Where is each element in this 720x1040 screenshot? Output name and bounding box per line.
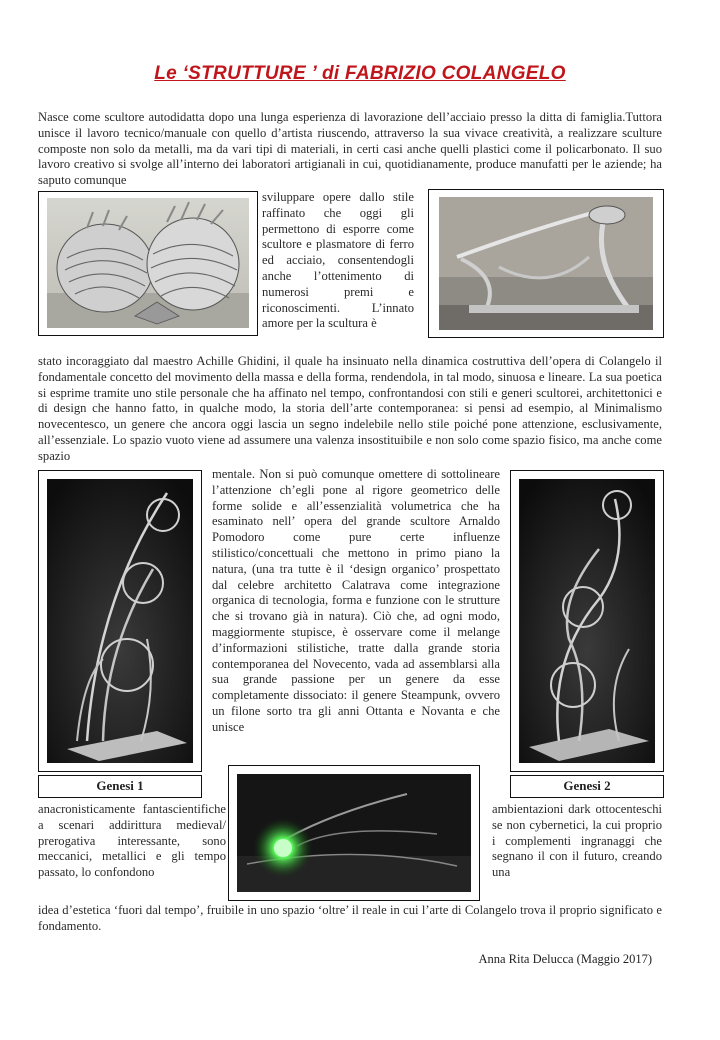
closing-paragraph: idea d’estetica ‘fuori dal tempo’, fruibile in uno spazio ‘oltre’ il reale in cui l’arte di Colangelo trova il proprio significato e fondamento. bbox=[38, 903, 662, 933]
bottom-right-text: ambientazioni dark ottocenteschi se non cybernetici, la cui proprio i complementi ingranaggi che segnano il con il futuro, creando una bbox=[492, 802, 662, 880]
photo-frame-bottom-center bbox=[228, 765, 480, 901]
bottom-left-text: anacronisticamente fantascientifiche a scenari addirittura medieval/ prerogativa interessante, sono meccanici, metallici e gli tempo passato, lo confondono bbox=[38, 802, 226, 880]
main-paragraph: stato incoraggiato dal maestro Achille Ghidini, il quale ha insinuato nella dinamica costruttiva dell’opera di Colangelo il fondamentale concetto del movimento della massa e della forma, rendendola, in tal modo, sinuosa e lineare. La sua poetica si esprime tramite uno stile personale che ha affinato nel tempo, confrontandosi con stili e generi scultorei, architettonici e di design che hanno fatto, in qualche modo, la storia dell’arte contemporanea: si pensi ad esempio, al Minimalismo novecentesco, un genere che ancora oggi lascia un segno indelebile nello stile poiché pone attenzione, esclusivamente, all’essenziale. Lo spazio vuoto viene ad assumere una valenza insostituibile e non solo come spazio fisico, ma anche come spazio bbox=[38, 354, 662, 463]
intro-paragraph: Nasce come scultore autodidatta dopo una lunga esperienza di lavorazione dell’acciaio presso la ditta di famiglia.Tuttora unisce il lavoro tecnico/manuale con quello d’artista riuscendo, attraverso la sua vivace creatività, a realizzare sculture composte non solo da metalli, ma da vari tipi di materiali, in certi casi anche quelli plastici come il policarbonato. Il suo lavoro creativo si svolge all’interno dei laboratori artigianali in cui, quotidianamente, produce manufatti per le aziende; ha saputo comunque bbox=[38, 110, 662, 188]
photo-frame-genesi-1 bbox=[38, 470, 202, 772]
sculpture-photo-spiky bbox=[47, 198, 249, 328]
caption-genesi-2: Genesi 2 bbox=[510, 775, 664, 798]
article-title: Le ‘STRUTTURE ’ di FABRIZIO COLANGELO bbox=[154, 63, 566, 84]
author-signature: Anna Rita Delucca (Maggio 2017) bbox=[478, 952, 652, 966]
sculpture-photo-arch bbox=[439, 197, 653, 330]
photo-frame-genesi-2 bbox=[510, 470, 664, 772]
photo-frame-top-left bbox=[38, 191, 258, 336]
center-column-text: mentale. Non si può comunque omettere di sottolineare l’attenzione ch’egli pone al rigore geometrico delle forme solide e all’essenzialità volumetrica che ha esaminato nell’ opera del grande scultore Arnaldo Pomodoro come pure certe influenze stilistico/concettuali che mettono in primo piano la natura, (una tra tutte è il ‘design organico’ prospettato dal celebre architetto Calatrava come integrazione organica di tecnologia, forma e funzione con le strutture che si trovano già in natura). Ciò che, ad ogni modo, maggiormente stupisce, è osservare come il melange d’informazioni stilistiche, tratte dalla grande storia contemporanea del Novecento, vada ad assemblarsi alla sua grande passione per un genere da esse completamente dissociato: il genere Steampunk, ovvero un filone sorto tra gli anni Ottanta e Novanta e che unisce bbox=[212, 467, 500, 734]
sculpture-photo-genesi-2 bbox=[519, 479, 655, 763]
caption-genesi-1: Genesi 1 bbox=[38, 775, 202, 798]
photo-frame-top-right bbox=[428, 189, 664, 338]
sculpture-photo-green-light bbox=[237, 774, 471, 892]
sculpture-photo-genesi-1 bbox=[47, 479, 193, 763]
middle-column-text: sviluppare opere dallo stile raffinato che oggi gli permettono di esporre come scultore e plasmatore di ferro ed acciaio, consentendogli anche l’ottenimento di numerosi premi e riconoscimenti. L’innato amore per la scultura è bbox=[262, 190, 414, 331]
